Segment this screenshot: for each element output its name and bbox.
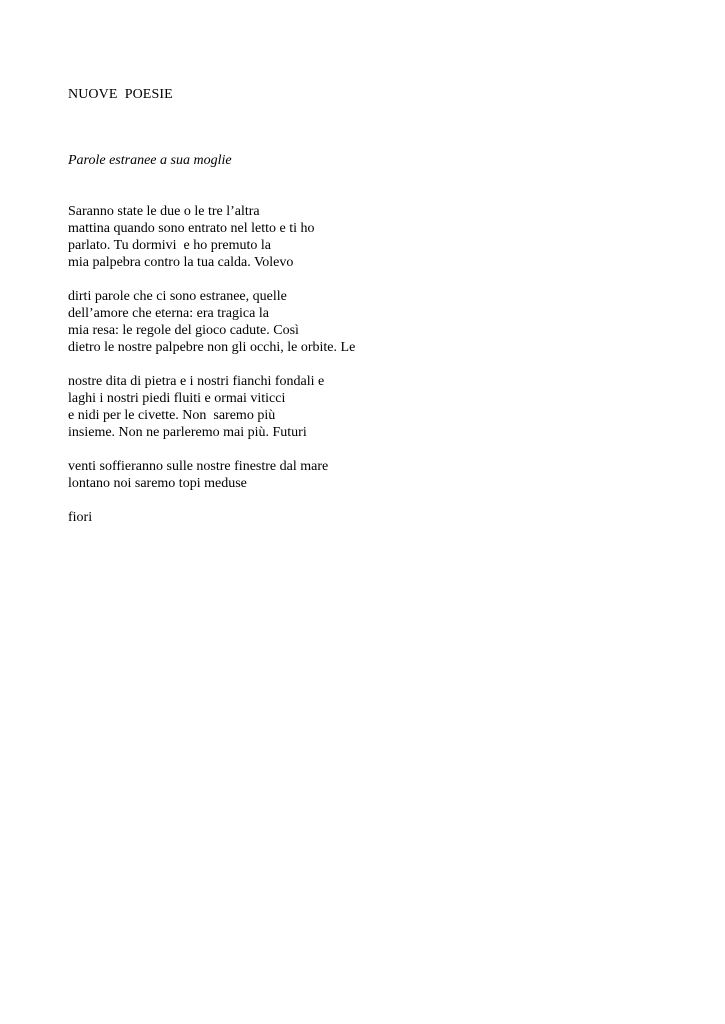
- stanza: [68, 288, 355, 356]
- poem-body: [68, 203, 355, 543]
- stanza: [68, 373, 355, 441]
- poem-title: Parole estranee a sua moglie: [68, 153, 232, 168]
- poem-line: nostre dita di pietra e i nostri fianchi fondali e: [68, 374, 325, 389]
- stanza: [68, 203, 355, 271]
- poem-line: dietro le nostre palpebre non gli occhi, le orbite. Le: [68, 340, 356, 355]
- poem-line: mia palpebra contro la tua calda. Volevo: [68, 255, 294, 270]
- stanza: [68, 509, 355, 526]
- poem-line: laghi i nostri piedi fluiti e ormai viticci: [68, 391, 286, 406]
- poem-line: mattina quando sono entrato nel letto e ti ho: [68, 221, 315, 236]
- poem-line: dell’amore che eterna: era tragica la: [68, 306, 269, 321]
- poem-line: insieme. Non ne parleremo mai più. Futuri: [68, 425, 307, 440]
- poem-line: Saranno state le due o le tre l’altra: [68, 204, 260, 219]
- poem-line: dirti parole che ci sono estranee, quelle: [68, 289, 287, 304]
- poem-line: venti soffieranno sulle nostre finestre dal mare: [68, 459, 329, 474]
- poem-line: e nidi per le civette. Non saremo più: [68, 408, 276, 423]
- poem-line: mia resa: le regole del gioco cadute. Così: [68, 323, 299, 338]
- poem-line: lontano noi saremo topi meduse: [68, 476, 247, 491]
- poem-line: fiori: [68, 510, 93, 525]
- poem-line: parlato. Tu dormivi e ho premuto la: [68, 238, 271, 253]
- section-heading: NUOVE POESIE: [68, 87, 173, 102]
- stanza: [68, 458, 355, 492]
